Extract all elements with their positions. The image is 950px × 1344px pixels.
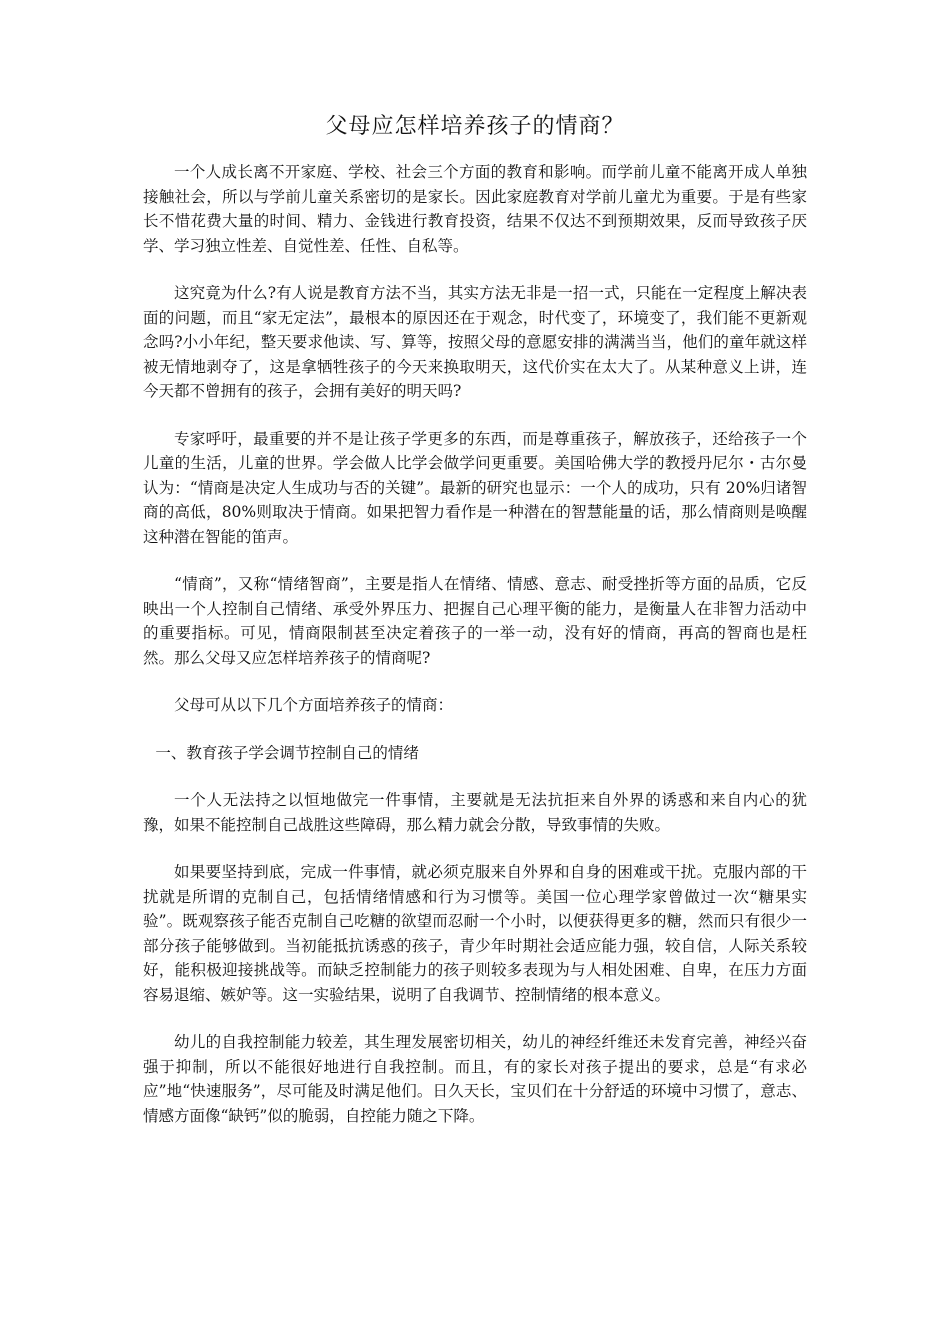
paragraph-experts: 专家呼吁，最重要的并不是让孩子学更多的东西，而是尊重孩子，解放孩子，还给孩子一个儿童的生活，儿童的世界。学会做人比学会做学问更重要。美国哈佛大学的教授丹尼尔・古尔曼认为：“情商是决定人生成功与否的关键”。最新的研究也显示：一个人的成功，只有 20%归诸智商的高低，80%则取决于情商。如果把智力看作是一种潜在的智慧能量的话，那么情商则是唤醒这种潜在智能的笛声。 [143,429,807,546]
document-page [143,112,807,1151]
paragraph-eq-definition: “情商”，又称“情绪智商”，主要是指人在情绪、情感、意志、耐受挫折等方面的品质，它反映出一个人控制自己情绪、承受外界压力、把握自己心理平衡的能力，是衡量人在非智力活动中的重要指标。可见，情商限制甚至决定着孩子的一举一动，没有好的情商，再高的智商也是枉然。那么父母又应怎样培养孩子的情商呢? [143,575,807,667]
paragraph-candy-experiment: 如果要坚持到底，完成一件事情，就必须克服来自外界和自身的困难或干扰。克服内部的干扰就是所谓的克制自己，包括情绪情感和行为习惯等。美国一位心理学家曾做过一次“糖果实验”。既观察孩子能否克制自己吃糖的欲望而忍耐一个小时，以便获得更多的糖，然而只有很少一部分孩子能够做到。当初能抵抗诱惑的孩子，青少年时期社会适应能力强，较自信，人际关系较好，能积极迎接挑战等。而缺乏控制能力的孩子则较多表现为与人相处困难、自卑，在压力方面容易退缩、嫉妒等。这一实验结果，说明了自我调节、控制情绪的根本意义。 [143,863,807,1004]
paragraph-intro: 一个人成长离不开家庭、学校、社会三个方面的教育和影响。而学前儿童不能离开成人单独接触社会，所以与学前儿童关系密切的是家长。因此家庭教育对学前儿童尤为重要。于是有些家长不惜花费大量的时间、精力、金钱进行教育投资，结果不仅达不到预期效果，反而导致孩子厌学、学习独立性差、自觉性差、任性、自私等。 [143,163,807,255]
paragraph-persistence: 一个人无法持之以恒地做完一件事情，主要就是无法抗拒来自外界的诱惑和来自内心的犹豫，如果不能控制自己战胜这些障碍，那么精力就会分散，导致事情的失败。 [143,791,807,834]
paragraph-why: 这究竟为什么?有人说是教育方法不当，其实方法无非是一招一式，只能在一定程度上解决表面的问题，而且“家无定法”，最根本的原因还在于观念，时代变了，环境变了，我们能不更新观念吗?小小年纪，整天要求他读、写、算等，按照父母的意愿安排的满满当当，他们的童年就这样被无情地剥夺了，这是拿牺牲孩子的今天来换取明天，这代价实在太大了。从某种意义上讲，连今天都不曾拥有的孩子，会拥有美好的明天吗? [143,284,807,400]
section-heading-1: 一、教育孩子学会调节控制自己的情绪 [155,743,419,762]
paragraph-self-control: 幼儿的自我控制能力较差，其生理发展密切相关，幼儿的神经纤维还未发育完善，神经兴奋强于抑制，所以不能很好地进行自我控制。而且，有的家长对孩子提出的要求，总是“有求必应”地“快速服务”，尽可能及时满足他们。日久天长，宝贝们在十分舒适的环境中习惯了，意志、情感方面像“缺钙”似的脆弱，自控能力随之下降。 [143,1033,807,1125]
paragraph-aspects-intro: 父母可从以下几个方面培养孩子的情商： [174,696,454,714]
document-title: 父母应怎样培养孩子的情商？ [325,114,625,139]
